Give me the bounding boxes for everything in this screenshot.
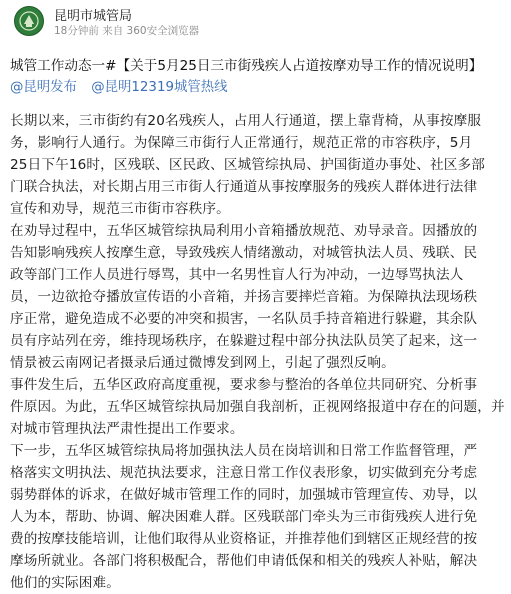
post-header <box>0 0 511 44</box>
mention-12319-hotline[interactable]: @昆明12319城管热线 <box>91 80 228 95</box>
post-title: 城管工作动态一#【关于5月25日三市街残疾人占道按摩劝导工作的情况说明】 <box>10 58 483 74</box>
post-body <box>10 110 505 594</box>
paragraph-4 <box>10 440 502 594</box>
text-line: 员有序站列在旁，维持现场秩序，在躲避过程中部分执法队员笑了起来，这一 <box>10 333 478 349</box>
text-line: 25日下午16时，区残联、区民政、区城管综执局、护国街道办事处、社区多部 <box>10 157 485 173</box>
mention-kunming-release[interactable]: @昆明发布 <box>10 80 77 95</box>
text-line: 对城市管理执法严肃性提出工作要求。 <box>10 421 244 437</box>
paragraph-2 <box>10 220 502 374</box>
post-meta: 18分钟前 来自 360安全浏览器 <box>54 25 200 37</box>
text-line: 费的按摩技能培训，让他们取得从业资格证，并推荐他们到辖区正规经营的按 <box>10 531 478 547</box>
text-line: 在劝导过程中，五华区城管综执局利用小音箱播放规范、劝导录音。因播放的 <box>10 223 478 239</box>
paragraph-1 <box>10 110 502 220</box>
paragraph-3 <box>10 374 505 440</box>
text-line: 长期以来，三市街约有20名残疾人，占用人行通道，摆上靠背椅，从事按摩服 <box>10 113 482 129</box>
text-line: 员，一边欲抢夺播放宣传语的小音箱，并扬言要摔烂音箱。为保障执法现场秩 <box>10 289 478 305</box>
text-line: 他们的实际困难。 <box>10 575 120 591</box>
city-management-badge-icon <box>15 7 43 35</box>
text-line: 门联合执法，对长期占用三市街人行通道从事按摩服务的残疾人群体进行法律 <box>10 179 478 195</box>
text-line: 告知影响残疾人按摩生意，导致残疾人情绪激动，对城管执法人员、残联、民 <box>10 245 478 261</box>
text-line: 务，影响行人通行。为保障三市街行人正常通行，规范正常的市容秩序，5月 <box>10 135 473 151</box>
text-line: 事件发生后，五华区政府高度重视，要求参与整治的各单位共同研究、分析事 <box>10 377 478 393</box>
text-line: 人为本，帮助、协调、解决困难人群。区残联部门牵头为三市街残疾人进行免 <box>10 509 478 525</box>
text-line: 件原因。为此，五华区城管综执局加强自我剖析，正视网络报道中存在的问题，并 <box>10 399 505 415</box>
text-line: 情景被云南网记者摄录后通过微博发到网上，引起了强烈反响。 <box>10 355 395 371</box>
text-line: 序正常，避免造成不必要的冲突和损害，一名队员手持音箱进行躲避，其余队 <box>10 311 478 327</box>
account-avatar[interactable] <box>14 6 44 36</box>
mentions <box>10 76 238 95</box>
text-line: 宣传和劝导，规范三市街市容秩序。 <box>10 201 230 217</box>
account-name[interactable]: 昆明市城管局 <box>54 9 133 24</box>
text-line: 摩场所就业。各部门将积极配合，帮他们申请低保和相关的残疾人补贴，解决 <box>10 553 478 569</box>
text-line: 政等部门工作人员进行辱骂，其中一名男性盲人行为冲动，一边辱骂执法人 <box>10 267 464 283</box>
text-line: 下一步，五华区城管综执局将加强执法人员在岗培训和日常工作监督管理，严 <box>10 443 478 459</box>
text-line: 弱势群体的诉求，在做好城市管理工作的同时，加强城市管理宣传、劝导，以 <box>10 487 478 503</box>
text-line: 格落实文明执法、规范执法要求，注意日常工作仪表形象，切实做到充分考虑 <box>10 465 478 481</box>
